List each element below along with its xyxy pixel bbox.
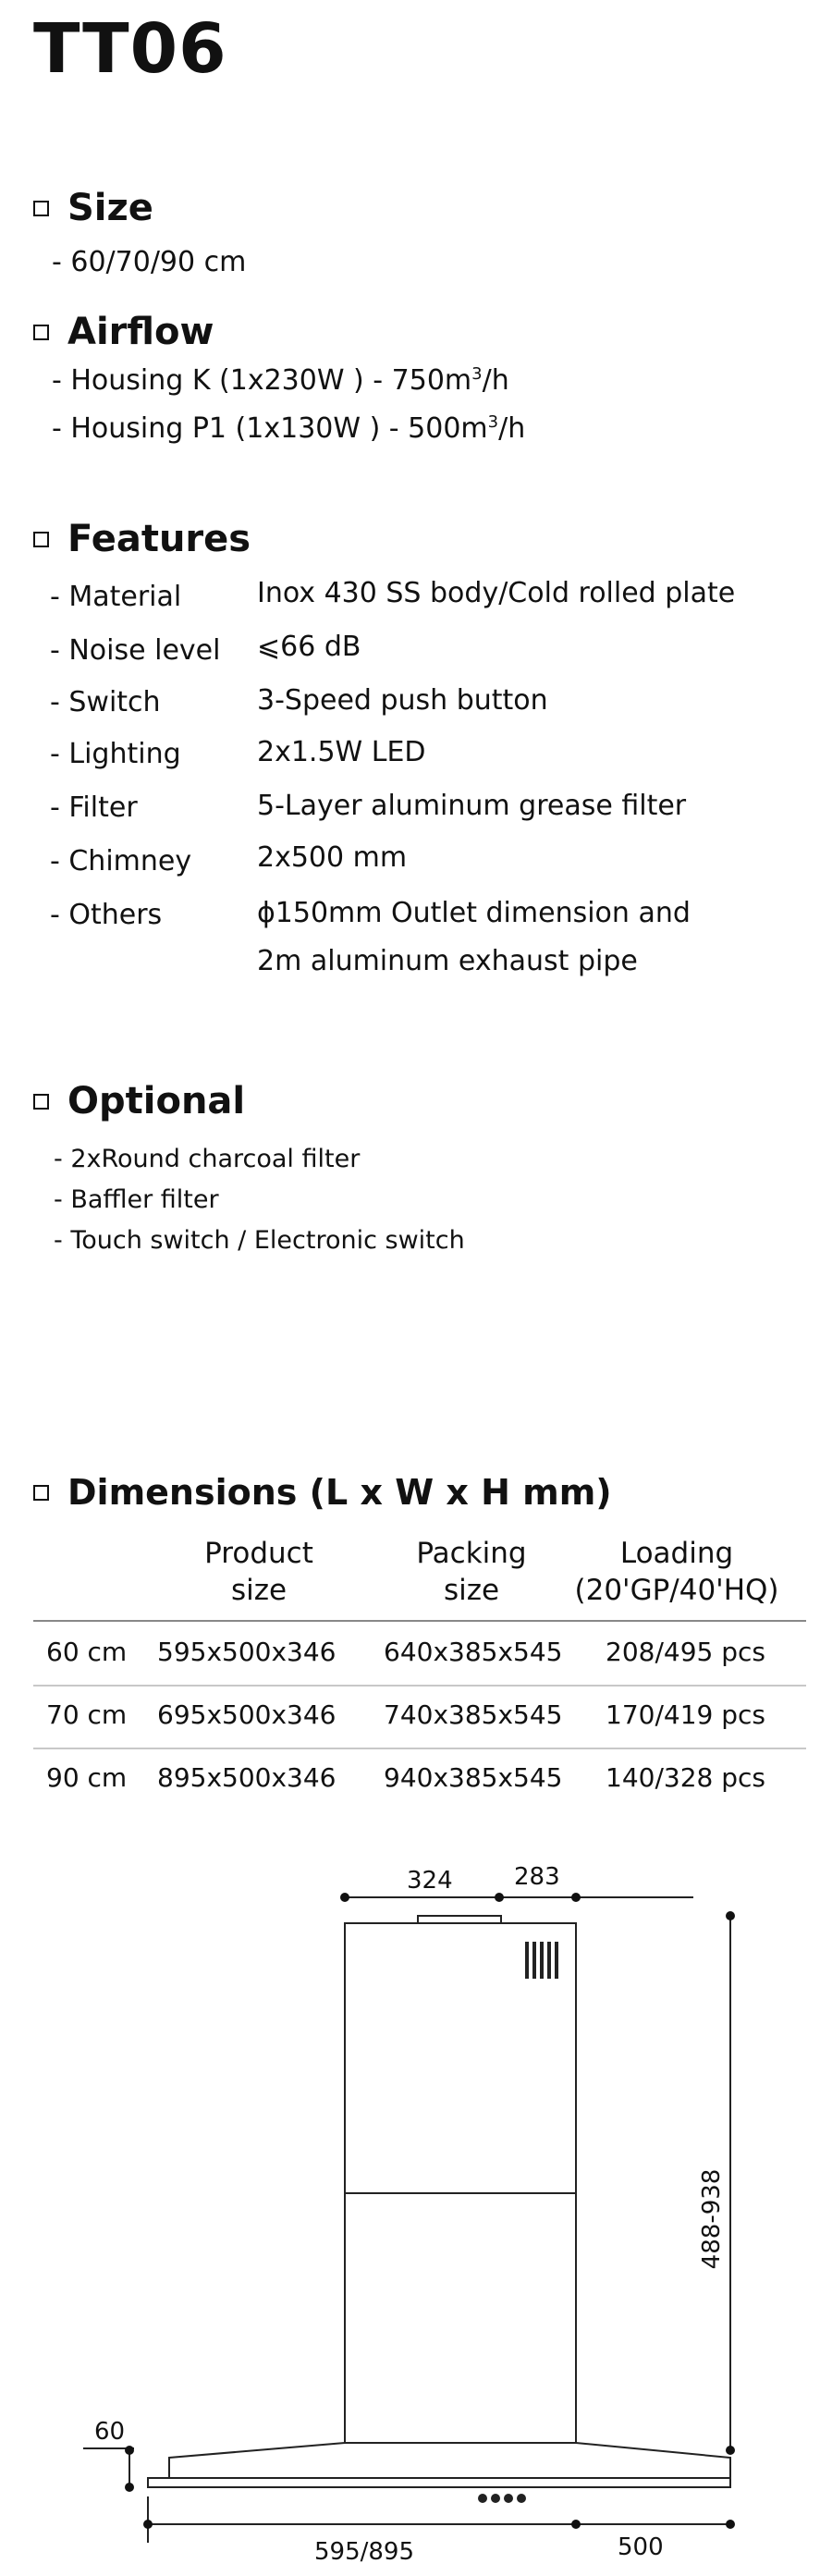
- airflow-sup: 3: [487, 412, 499, 432]
- airflow-suffix: /h: [482, 364, 509, 397]
- checkbox-square-icon: [33, 1094, 49, 1110]
- feature-value-others: ϕ150mm Outlet dimension and: [257, 897, 691, 929]
- model-title: TT06: [33, 9, 227, 89]
- cell-size: 70 cm: [46, 1699, 128, 1730]
- label-width: 595/895: [314, 2538, 415, 2566]
- cell-size: 90 cm: [46, 1762, 128, 1793]
- cell-product: 595x500x346: [157, 1637, 337, 1667]
- canopy-base: [148, 2478, 730, 2487]
- header-line: Product: [204, 1537, 313, 1570]
- header-line: size: [230, 1574, 288, 1607]
- cell-packing: 940x385x545: [384, 1762, 563, 1793]
- section-title: Dimensions (L x W x H mm): [67, 1472, 612, 1513]
- cell-size: 60 cm: [46, 1637, 128, 1667]
- cell-loading: 140/328 pcs: [606, 1762, 765, 1793]
- feature-label-switch: - Switch: [50, 686, 161, 718]
- airflow-item: [52, 412, 525, 445]
- section-features-heading: [33, 518, 251, 560]
- table-divider: [33, 1620, 806, 1622]
- feature-label-material: - Material: [50, 581, 182, 613]
- airflow-text: - Housing P1 (1x130W ) - 500m: [52, 412, 488, 445]
- header-line: Packing: [416, 1537, 527, 1570]
- label-depth: 500: [618, 2533, 664, 2561]
- table-header-loading: [566, 1535, 788, 1609]
- top-bracket: [418, 1916, 501, 1923]
- cell-product: 895x500x346: [157, 1762, 337, 1793]
- table-header-packing: [379, 1535, 564, 1609]
- control-buttons: [478, 2494, 526, 2503]
- airflow-item: [52, 364, 509, 397]
- label-top-width-a: 324: [407, 1867, 453, 1895]
- header-line: Loading: [619, 1537, 734, 1570]
- optional-item: - 2xRound charcoal filter: [54, 1145, 361, 1173]
- feature-value-lighting: 2x1.5W LED: [257, 736, 426, 768]
- cell-product: 695x500x346: [157, 1699, 337, 1730]
- size-value: - 60/70/90 cm: [52, 246, 247, 278]
- feature-value-chimney: 2x500 mm: [257, 841, 408, 874]
- feature-value-others-cont: 2m aluminum exhaust pipe: [257, 945, 638, 977]
- cell-packing: 740x385x545: [384, 1699, 563, 1730]
- label-height: 488-938: [698, 2168, 726, 2270]
- vent-grille: [525, 1942, 558, 1979]
- feature-label-chimney: - Chimney: [50, 845, 192, 877]
- checkbox-square-icon: [33, 532, 49, 547]
- airflow-suffix: /h: [498, 412, 526, 445]
- optional-item: - Baffler filter: [54, 1185, 219, 1214]
- section-title: Features: [67, 518, 251, 560]
- dimension-endpoints: [125, 1893, 735, 2529]
- section-size-heading: [33, 187, 153, 229]
- checkbox-square-icon: [33, 1485, 49, 1501]
- feature-label-filter: - Filter: [50, 791, 138, 824]
- feature-value-filter: 5-Layer aluminum grease filter: [257, 790, 687, 822]
- hood-dimension-drawing: [0, 1840, 820, 2576]
- feature-label-others: - Others: [50, 899, 163, 931]
- label-canopy: 60: [94, 2418, 126, 2446]
- section-title: Optional: [67, 1080, 246, 1122]
- cell-packing: 640x385x545: [384, 1637, 563, 1667]
- table-divider: [33, 1748, 806, 1749]
- section-title: Size: [67, 187, 153, 229]
- airflow-sup: 3: [471, 364, 483, 384]
- lower-chimney: [345, 2193, 576, 2443]
- cell-loading: 170/419 pcs: [606, 1699, 765, 1730]
- table-header-product: [166, 1535, 351, 1609]
- feature-value-switch: 3-Speed push button: [257, 684, 548, 717]
- header-line: size: [443, 1574, 500, 1607]
- table-divider: [33, 1685, 806, 1687]
- section-optional-heading: [33, 1080, 245, 1122]
- feature-label-lighting: - Lighting: [50, 738, 181, 770]
- header-line: (20'GP/40'HQ): [574, 1574, 779, 1607]
- section-dimensions-heading: [33, 1472, 612, 1513]
- feature-value-noise: ⩽66 dB: [257, 631, 361, 663]
- cell-loading: 208/495 pcs: [606, 1637, 765, 1667]
- section-title: Airflow: [67, 311, 214, 353]
- canopy-body: [169, 2443, 730, 2478]
- airflow-text: - Housing K (1x230W ) - 750m: [52, 364, 472, 397]
- section-airflow-heading: [33, 311, 214, 353]
- checkbox-square-icon: [33, 201, 49, 216]
- checkbox-square-icon: [33, 325, 49, 340]
- feature-label-noise: - Noise level: [50, 634, 221, 667]
- feature-value-material: Inox 430 SS body/Cold rolled plate: [257, 577, 736, 609]
- optional-item: - Touch switch / Electronic switch: [54, 1226, 465, 1255]
- label-top-width-b: 283: [514, 1863, 560, 1891]
